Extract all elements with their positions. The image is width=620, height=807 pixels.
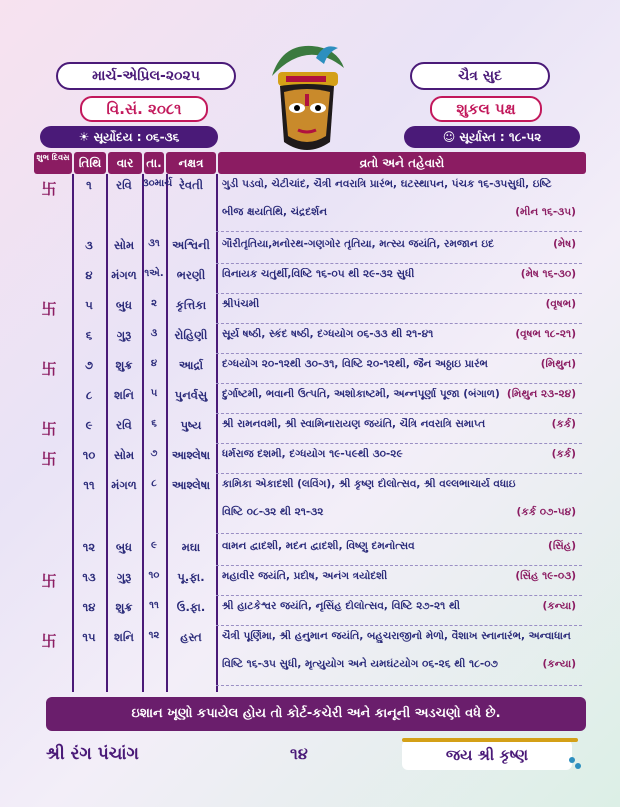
rasi-label: (કન્યા) (542, 600, 576, 612)
notice-band (46, 697, 586, 731)
festival-text: દગ્ધયોગ ૨૦-૧૨થી ૩૦-૩૧, વિષ્ટિ ૨૦-૧૨થી, જૈન અઠ્ઠાઇ પ્રારંભ (222, 358, 488, 370)
tithi-cell: ૧ (86, 178, 92, 192)
tithi-cell: ૧૩ (82, 570, 96, 584)
rasi-label: (કન્યા) (542, 658, 576, 670)
vaar-cell: બુધ (115, 298, 133, 312)
month-box (56, 62, 236, 90)
vaar-cell: સોમ (113, 238, 135, 252)
vaar-cell: શુક્ર (115, 358, 133, 372)
tithi-cell: ૧૪ (82, 600, 96, 614)
vaar-cell: મંગળ (111, 268, 137, 282)
col-nakshatra: નક્ષત્ર (166, 152, 216, 174)
tithi-cell: ૧૨ (82, 540, 96, 554)
row-divider (216, 473, 582, 474)
samvat-pill (80, 96, 208, 122)
paksha-label: શુકલ પક્ષ (456, 100, 516, 118)
nakshatra-cell: આર્દ્રા (178, 358, 204, 372)
nakshatra-cell: પૂ.ફા. (177, 570, 205, 584)
date-cell: ૪ (150, 358, 158, 369)
shubh-symbol: 卐 (41, 450, 57, 468)
greeting-box: જય શ્રી કૃષ્ણ (402, 740, 572, 770)
chaitra-box (410, 62, 550, 90)
vaar-cell: ગુરૂ (116, 570, 132, 584)
date-cell: ૧એ. (144, 268, 164, 279)
table-row (42, 178, 582, 234)
date-cell: ૬ (151, 418, 157, 429)
rasi-label: (મિથુન) (540, 358, 576, 370)
date-cell: ૧૦ (148, 570, 160, 581)
table-row (42, 328, 582, 356)
festival-text-line2: વિષ્ટિ ૦૮-૩૨ થી ૨૧-૩૨ (222, 506, 324, 518)
row-divider (216, 625, 582, 626)
date-cell: ૮ (151, 478, 157, 489)
festival-text: દુર્ગાષ્ટમી, ભવાની ઉત્પતિ, અશોકાષ્ટમી, અન્નપૂર્ણા પૂજા (બંગાળ) (222, 388, 500, 400)
vaar-cell: ગુરૂ (116, 328, 132, 342)
shubh-symbol: 卐 (41, 632, 57, 650)
vaar-cell: બુધ (115, 540, 133, 554)
vaar-cell: શનિ (113, 388, 135, 402)
festival-text: ચૈત્રી પૂર્ણિમા, શ્રી હનુમાન જયંતિ, બહુચરાજીનો મેળો, વૈશાખ સ્નાનારંભ, અન્વાધાન (222, 630, 571, 642)
table-row (42, 570, 582, 598)
row-divider (216, 595, 582, 596)
shubh-symbol: 卐 (41, 572, 57, 590)
festival-text: શ્રી હાટકેશ્વર જયંતિ, નૃસિંહ દોલોત્સવ, વિષ્ટિ ૨૭-૨૧ થી (222, 600, 461, 612)
row-divider (216, 293, 582, 294)
nakshatra-cell: રોહિણી (174, 328, 208, 342)
nakshatra-cell: રેવતી (178, 178, 204, 192)
festival-text-line2: વિષ્ટિ ૧૬-૩૫ સુધી, મૃત્યુયોગ અને યમઘંટયોગ ૦૬-૨૬ થી ૧૮-૦૭ (222, 658, 498, 670)
month-label: માર્ચ-એપ્રિલ-૨૦૨૫ (92, 68, 200, 84)
col-tithi: તિથિ (74, 152, 106, 174)
sunset-label: સૂર્યાસ્ત : ૧૮-૫૨ (459, 130, 542, 144)
row-divider (216, 263, 582, 264)
nakshatra-cell: પુષ્ય (180, 418, 202, 432)
sun-icon: ☀ (78, 130, 94, 144)
table-row (42, 358, 582, 386)
vaar-cell: રવિ (116, 418, 132, 432)
nakshatra-cell: ભરણી (176, 268, 206, 282)
row-divider (216, 685, 582, 686)
row-divider (216, 533, 582, 534)
vaar-cell: શનિ (113, 630, 135, 644)
festival-text: વામન દ્વાદશી, મદન દ્વાદશી, વિષ્ણુ દમનોત્સવ (222, 540, 415, 552)
nakshatra-cell: આશ્લેષા (171, 478, 211, 492)
table-row (42, 268, 582, 296)
festival-text: મહાવીર જયંતિ, પ્રદોષ, અનંગ ત્રયોદશી (222, 570, 388, 582)
row-divider (216, 413, 582, 414)
nakshatra-cell: આશ્લેષા (171, 448, 211, 462)
rasi-label: (મીન ૧૬-૩૫) (515, 206, 576, 218)
nakshatra-cell: ઉ.ફા. (176, 600, 206, 614)
vaar-cell: મંગળ (111, 478, 137, 492)
sunrise-pill (40, 126, 218, 148)
nakshatra-cell: કૃત્તિકા (175, 298, 207, 312)
festival-text: ધર્મરાજ દશમી, દગ્ધયોગ ૧૯-૫૯થી ૩૦-૨૯ (222, 448, 403, 460)
nakshatra-cell: હસ્ત (180, 630, 202, 644)
vaar-cell: સોમ (113, 448, 135, 462)
col-taarikh: તા. (144, 152, 164, 174)
brand-label: શ્રી રંગ પંચાંગ (46, 744, 139, 764)
table-row (42, 478, 582, 536)
tithi-cell: ૧૦ (82, 448, 96, 462)
festival-text: સૂર્ય ષષ્ઠી, સ્કંદ ષષ્ઠી, દગ્ધયોગ ૦૬-૩૩ થી ૨૧-૪૧ (222, 328, 434, 340)
table-row (42, 600, 582, 628)
shubh-symbol: 卐 (41, 420, 57, 438)
date-cell: ૩૧ (148, 238, 160, 249)
krishna-face-icon (252, 38, 362, 158)
date-cell: ૧૨ (148, 630, 160, 641)
shubh-symbol: 卐 (41, 360, 57, 378)
row-divider (216, 443, 582, 444)
row-divider (216, 353, 582, 354)
tithi-cell: ૩ (85, 238, 93, 252)
rasi-label: (સિંહ ૧૯-૦૩) (515, 570, 576, 582)
festival-text: ગુડી પડવો, ચેટીચાંદ, ચૈત્રી નવરાત્રિ પ્રારંભ, ઘટસ્થાપન, પંચક ૧૬-૩૫સુધી, ઇષ્ટિ (222, 178, 552, 190)
festival-text: શ્રી રામનવમી, શ્રી સ્વામિનારાયણ જયંતિ, ચૈત્રિ નવરાત્રિ સમાપ્ત (222, 418, 486, 430)
rasi-label: (કર્ક ૦૭-૫૪) (516, 506, 576, 518)
vaar-cell: શુક્ર (115, 600, 133, 614)
table-row (42, 418, 582, 446)
festival-text-line2: બીજ ક્ષયતિથિ, ચંદ્રદર્શન (222, 206, 328, 218)
col-vaar: વાર (108, 152, 142, 174)
rasi-label: (કર્ક) (551, 418, 576, 430)
table-row (42, 630, 582, 688)
rasi-label: (વૃષભ ૧૮-૨૧) (515, 328, 576, 340)
table-row (42, 388, 582, 416)
page-number: ૧૪ (290, 744, 308, 763)
rasi-label: (મિથુન ૨૩-૨૪) (506, 388, 576, 400)
tithi-cell: ૬ (85, 328, 93, 342)
tithi-cell: ૫ (85, 298, 93, 312)
sunset-pill (404, 126, 580, 148)
rasi-label: (કર્ક) (551, 448, 576, 460)
paksha-pill (430, 96, 542, 122)
shubh-symbol: 卐 (41, 300, 57, 318)
date-cell: ૯ (151, 540, 157, 551)
festival-text: શ્રીપંચમી (222, 298, 260, 310)
festival-text: વિનાયક ચતુર્થી,વિષ્ટિ ૧૬-૦૫ થી ૨૯-૩૨ સુધી (222, 268, 415, 280)
date-cell: ૨ (151, 298, 157, 309)
tithi-cell: ૯ (85, 418, 93, 432)
row-divider (216, 565, 582, 566)
sunrise-label: સૂર્યોદય : ૦૬-૩૬ (93, 130, 180, 144)
tithi-cell: ૭ (85, 358, 93, 372)
date-cell: ૩૦માર્ચ (142, 178, 173, 189)
tithi-cell: ૪ (85, 268, 93, 282)
rasi-label: (મેષ ૧૬-૩૦) (520, 268, 576, 280)
chaitra-label: ચૈત્ર સુદ (458, 68, 502, 84)
col-shubh: શુભ દિવસ (34, 152, 72, 174)
festival-text: કામિકા એકાદશી (લવિંગ), શ્રી કૃષ્ણ દોલોત્સવ, શ્રી વલ્લભાચાર્ય વધાઇ (222, 478, 516, 490)
tithi-cell: ૮ (85, 388, 93, 402)
nakshatra-cell: મઘા (181, 540, 201, 554)
date-cell: ૫ (150, 388, 158, 399)
nakshatra-cell: પુનર્વસુ (174, 388, 208, 402)
samvat-label: વિ.સં. ૨૦૮૧ (106, 100, 182, 118)
tithi-cell: ૧૧ (83, 478, 95, 492)
row-divider (216, 383, 582, 384)
vaar-cell: રવિ (116, 178, 132, 192)
date-cell: ૩ (150, 328, 158, 339)
table-row (42, 298, 582, 326)
tithi-cell: ૧૫ (82, 630, 96, 644)
shubh-symbol: 卐 (41, 180, 57, 198)
table-row (42, 540, 582, 568)
table-row (42, 448, 582, 476)
flute-icon (400, 734, 584, 774)
festival-text: ગૌરીતૃતિયા,મનોરથ-ગણગોર તૃતિયા, મત્સ્ય જયંતિ, રમજાન ઇદ (222, 238, 494, 250)
notice-text: ઇશાન ખૂણો કપાયેલ હોય તો કોર્ટ-કચેરી અને કાનૂની અડચણો વધે છે. (131, 706, 501, 721)
row-divider (216, 231, 582, 232)
date-cell: ૭ (150, 448, 158, 459)
nakshatra-cell: અશ્વિની (172, 238, 210, 252)
rasi-label: (મેષ) (553, 238, 576, 250)
table-row (42, 238, 582, 266)
date-cell: ૧૧ (149, 600, 159, 611)
rasi-label: (વૃષભ) (545, 298, 576, 310)
row-divider (216, 323, 582, 324)
sunset-icon: ☺ (442, 130, 460, 144)
rasi-label: (સિંહ) (548, 540, 576, 552)
col-vrat: વ્રતો અને તહેવારો (218, 152, 586, 174)
